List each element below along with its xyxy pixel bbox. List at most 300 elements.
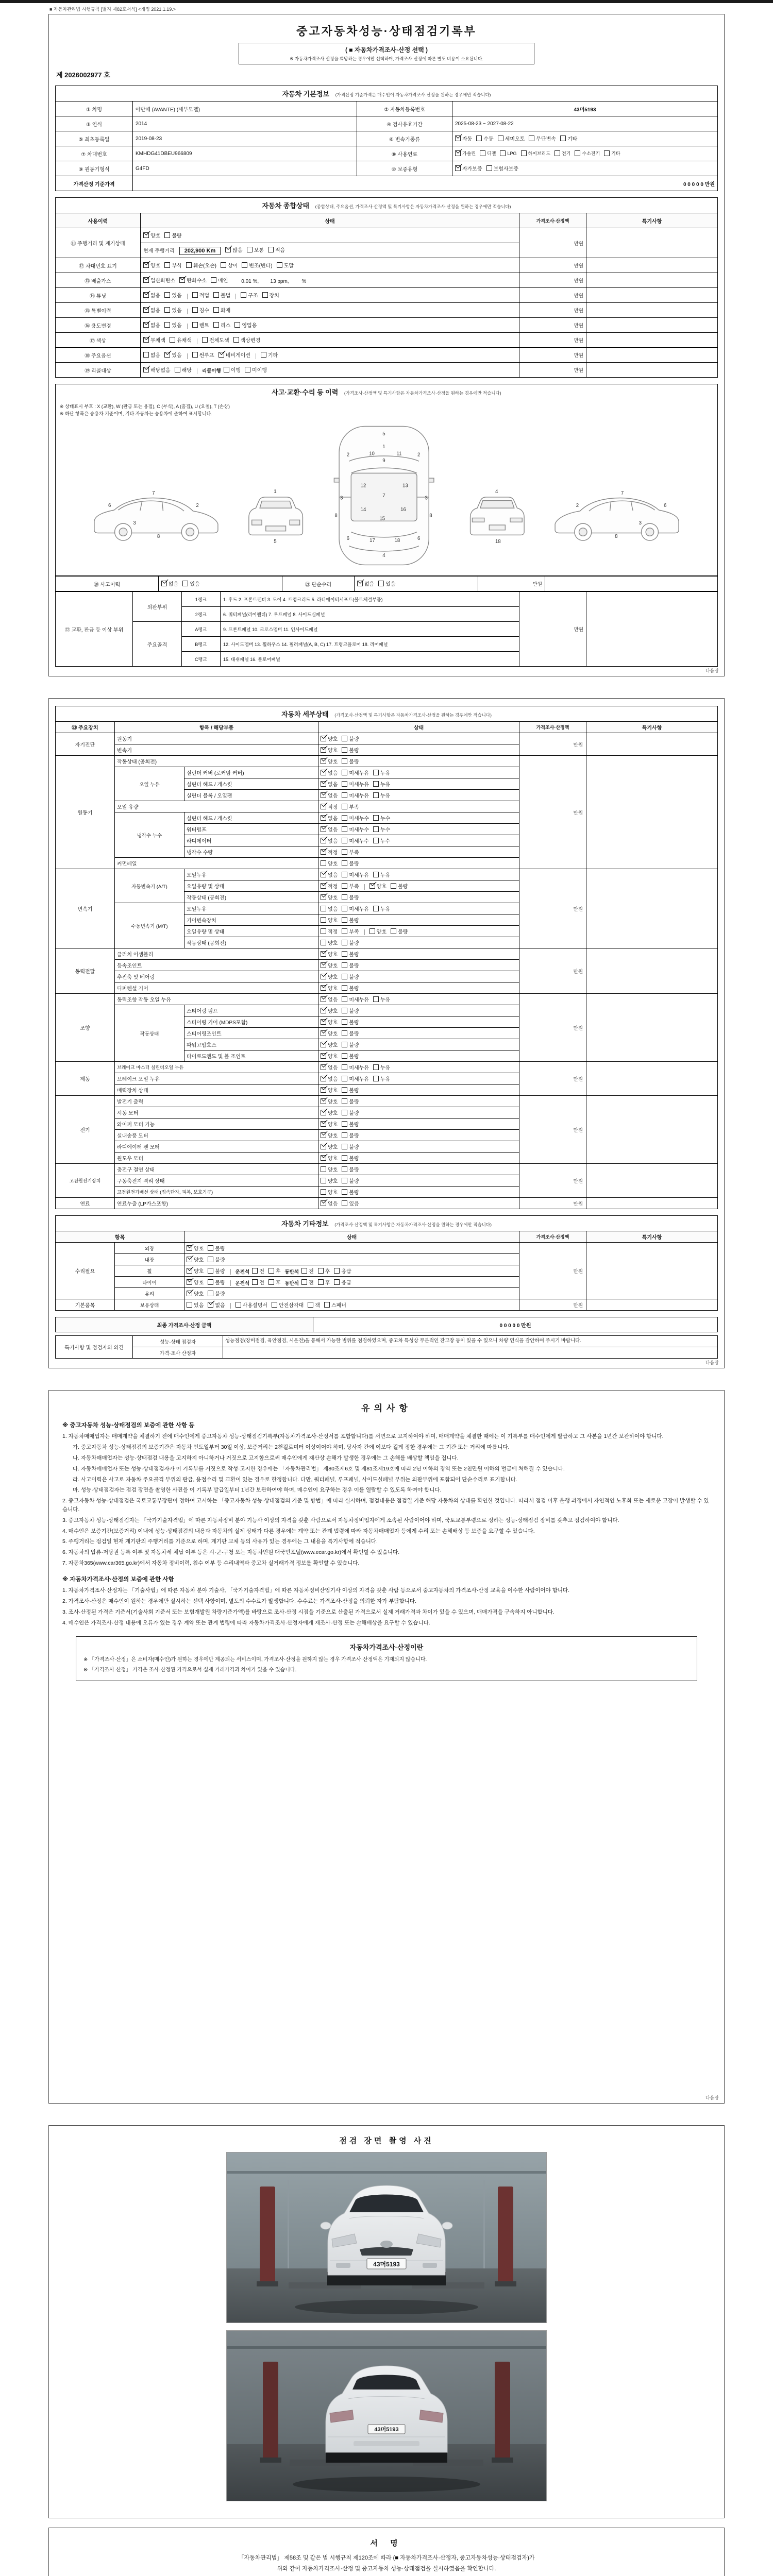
unchecked-box-icon[interactable]	[342, 1178, 347, 1183]
checkbox-누유[interactable]	[373, 871, 390, 878]
unchecked-box-icon[interactable]	[378, 581, 384, 586]
unchecked-box-icon[interactable]	[480, 150, 485, 156]
unchecked-box-icon[interactable]	[342, 1121, 347, 1127]
unchecked-box-icon[interactable]	[192, 322, 198, 328]
unchecked-box-icon[interactable]	[342, 872, 347, 877]
unchecked-box-icon[interactable]	[342, 1155, 347, 1161]
checked-box-icon[interactable]	[143, 292, 149, 298]
unchecked-box-icon[interactable]	[208, 1257, 213, 1262]
unchecked-box-icon[interactable]	[268, 1268, 274, 1274]
unchecked-box-icon[interactable]	[476, 135, 482, 141]
unchecked-box-icon[interactable]	[342, 917, 347, 923]
checkbox-썬루프[interactable]	[192, 351, 214, 359]
checkbox-미세누유[interactable]	[342, 769, 369, 776]
checkbox-응급[interactable]	[334, 1267, 351, 1275]
checked-box-icon[interactable]	[321, 872, 326, 877]
checkbox-불량[interactable]	[342, 1177, 359, 1184]
checkbox-적정[interactable]	[321, 848, 338, 856]
checked-box-icon[interactable]	[219, 352, 224, 358]
checkbox-양호[interactable]	[143, 231, 160, 239]
checked-box-icon[interactable]	[321, 1008, 326, 1013]
checkbox-없음[interactable]	[321, 995, 338, 1003]
checkbox-부족[interactable]	[342, 927, 359, 935]
checkbox-없음[interactable]	[357, 580, 374, 587]
checkbox-양호[interactable]	[321, 1029, 338, 1037]
unchecked-box-icon[interactable]	[164, 292, 170, 298]
checked-box-icon[interactable]	[321, 1053, 326, 1059]
unchecked-box-icon[interactable]	[342, 1008, 347, 1013]
checked-box-icon[interactable]	[143, 277, 149, 283]
price-survey-option-box[interactable]	[239, 43, 534, 64]
checkbox-양호[interactable]	[321, 1154, 338, 1162]
unchecked-box-icon[interactable]	[208, 1245, 213, 1251]
unchecked-box-icon[interactable]	[175, 367, 180, 372]
checkbox-누수[interactable]	[373, 837, 390, 844]
checkbox-누유[interactable]	[373, 905, 390, 912]
checkbox-무단변속[interactable]	[529, 134, 556, 142]
unchecked-box-icon[interactable]	[342, 826, 347, 832]
checkbox-훼손(오손)[interactable]	[186, 261, 216, 269]
checkbox-없음[interactable]	[143, 321, 160, 329]
checkbox-네비게이션[interactable]	[219, 351, 250, 359]
checkbox-불량[interactable]	[342, 757, 359, 765]
unchecked-box-icon[interactable]	[391, 928, 396, 934]
checked-box-icon[interactable]	[321, 758, 326, 764]
checkbox-없음[interactable]	[321, 1075, 338, 1082]
unchecked-box-icon[interactable]	[342, 792, 347, 798]
checked-box-icon[interactable]	[187, 1279, 192, 1285]
checked-box-icon[interactable]	[321, 781, 326, 787]
checkbox-불량[interactable]	[391, 882, 408, 890]
checkbox-없음[interactable]	[321, 814, 338, 822]
checkbox-불량[interactable]	[208, 1278, 225, 1286]
unchecked-box-icon[interactable]	[342, 860, 347, 866]
checkbox-수동[interactable]	[476, 134, 493, 142]
checkbox-있음[interactable]	[164, 291, 181, 299]
checkbox-상이[interactable]	[221, 261, 238, 269]
unchecked-box-icon[interactable]	[213, 292, 219, 298]
checked-box-icon[interactable]	[321, 826, 326, 832]
checked-box-icon[interactable]	[161, 581, 167, 586]
unchecked-box-icon[interactable]	[373, 815, 379, 821]
unchecked-box-icon[interactable]	[208, 1291, 213, 1296]
unchecked-box-icon[interactable]	[342, 804, 347, 809]
checked-box-icon[interactable]	[369, 883, 375, 889]
checkbox-불량[interactable]	[208, 1244, 225, 1252]
checkbox-양호[interactable]	[187, 1267, 204, 1275]
unchecked-box-icon[interactable]	[342, 1098, 347, 1104]
unchecked-box-icon[interactable]	[262, 292, 268, 298]
checkbox-있음[interactable]	[378, 580, 395, 587]
checkbox-불량[interactable]	[342, 1086, 359, 1094]
checkbox-누유[interactable]	[373, 995, 390, 1003]
checkbox-해당없음[interactable]	[143, 366, 171, 374]
unchecked-box-icon[interactable]	[521, 150, 527, 156]
checkbox-없음[interactable]	[208, 1301, 225, 1309]
unchecked-box-icon[interactable]	[236, 1302, 241, 1308]
checkbox-디젤[interactable]	[480, 150, 496, 157]
unchecked-box-icon[interactable]	[192, 292, 198, 298]
checkbox-양호[interactable]	[187, 1244, 204, 1252]
checkbox-해당[interactable]	[175, 366, 192, 374]
checked-box-icon[interactable]	[321, 1064, 326, 1070]
checked-box-icon[interactable]	[321, 770, 326, 775]
unchecked-box-icon[interactable]	[164, 322, 170, 328]
checkbox-불량[interactable]	[208, 1256, 225, 1263]
unchecked-box-icon[interactable]	[321, 1189, 326, 1195]
checked-box-icon[interactable]	[321, 974, 326, 979]
checkbox-불량[interactable]	[342, 1188, 359, 1196]
checkbox-불량[interactable]	[342, 1131, 359, 1139]
checked-box-icon[interactable]	[321, 894, 326, 900]
checkbox-양호[interactable]	[321, 746, 338, 754]
unchecked-box-icon[interactable]	[301, 1279, 307, 1285]
checkbox-불량[interactable]	[342, 1143, 359, 1150]
checkbox-양호[interactable]	[321, 1041, 338, 1048]
checked-box-icon[interactable]	[187, 1257, 192, 1262]
checkbox-불량[interactable]	[164, 231, 181, 239]
unchecked-box-icon[interactable]	[529, 135, 534, 141]
checkbox-매연[interactable]	[211, 276, 228, 284]
checkbox-불량[interactable]	[342, 1097, 359, 1105]
checkbox-없음[interactable]	[143, 306, 160, 314]
unchecked-box-icon[interactable]	[301, 1268, 307, 1274]
checkbox-화재[interactable]	[213, 306, 230, 314]
unchecked-box-icon[interactable]	[342, 985, 347, 991]
unchecked-box-icon[interactable]	[342, 747, 347, 753]
checked-box-icon[interactable]	[321, 736, 326, 741]
checkbox-가솔린[interactable]	[455, 150, 476, 157]
checkbox-양호[interactable]	[321, 1131, 338, 1139]
checked-box-icon[interactable]	[455, 165, 461, 171]
checkbox-양호[interactable]	[187, 1256, 204, 1263]
checkbox-양호[interactable]	[321, 1007, 338, 1014]
unchecked-box-icon[interactable]	[342, 1166, 347, 1172]
checkbox-미세누유[interactable]	[342, 995, 369, 1003]
unchecked-box-icon[interactable]	[202, 337, 208, 343]
checkbox-자가보증[interactable]	[455, 164, 482, 172]
unchecked-box-icon[interactable]	[182, 581, 188, 586]
checkbox-불량[interactable]	[342, 1120, 359, 1128]
checkbox-이행[interactable]	[224, 366, 241, 374]
checkbox-부식[interactable]	[164, 261, 181, 269]
unchecked-box-icon[interactable]	[342, 962, 347, 968]
checkbox-기타[interactable]	[560, 134, 577, 142]
checkbox-양호[interactable]	[321, 950, 338, 958]
unchecked-box-icon[interactable]	[342, 928, 347, 934]
unchecked-box-icon[interactable]	[321, 906, 326, 911]
unchecked-box-icon[interactable]	[373, 872, 379, 877]
checkbox-전기[interactable]	[554, 150, 570, 157]
checkbox-불량[interactable]	[342, 893, 359, 901]
checkbox-불량[interactable]	[342, 1165, 359, 1173]
checked-box-icon[interactable]	[321, 1098, 326, 1104]
unchecked-box-icon[interactable]	[342, 1030, 347, 1036]
unchecked-box-icon[interactable]	[164, 232, 170, 238]
checkbox-미이행[interactable]	[245, 366, 267, 374]
checked-box-icon[interactable]	[321, 1087, 326, 1093]
checkbox-불량[interactable]	[342, 916, 359, 924]
checkbox-양호[interactable]	[143, 261, 160, 269]
unchecked-box-icon[interactable]	[391, 883, 396, 889]
unchecked-box-icon[interactable]	[164, 262, 170, 268]
checkbox-미세누유[interactable]	[342, 791, 369, 799]
checkbox-양호[interactable]	[187, 1290, 204, 1297]
unchecked-box-icon[interactable]	[554, 150, 560, 156]
checked-box-icon[interactable]	[321, 838, 326, 843]
checkbox-많음[interactable]	[225, 246, 242, 253]
checkbox-미세누유[interactable]	[342, 905, 369, 912]
checkbox-양호[interactable]	[321, 1086, 338, 1094]
unchecked-box-icon[interactable]	[334, 1268, 340, 1274]
checked-box-icon[interactable]	[321, 1132, 326, 1138]
checkbox-도말[interactable]	[277, 261, 294, 269]
checkbox-누수[interactable]	[373, 825, 390, 833]
unchecked-box-icon[interactable]	[342, 996, 347, 1002]
checkbox-불량[interactable]	[208, 1290, 225, 1297]
unchecked-box-icon[interactable]	[234, 322, 240, 328]
checkbox-양호[interactable]	[321, 1109, 338, 1116]
checked-box-icon[interactable]	[143, 307, 149, 313]
unchecked-box-icon[interactable]	[342, 1110, 347, 1115]
checkbox-양호[interactable]	[321, 735, 338, 742]
checkbox-후[interactable]	[318, 1267, 330, 1275]
unchecked-box-icon[interactable]	[224, 367, 229, 372]
checkbox-불량[interactable]	[342, 1052, 359, 1060]
unchecked-box-icon[interactable]	[369, 928, 375, 934]
checkbox-후[interactable]	[268, 1267, 281, 1275]
checkbox-전[interactable]	[252, 1278, 264, 1286]
checkbox-있음[interactable]	[182, 580, 199, 587]
unchecked-box-icon[interactable]	[272, 1302, 277, 1308]
checked-box-icon[interactable]	[143, 322, 149, 328]
unchecked-box-icon[interactable]	[242, 262, 247, 268]
checkbox-미세누유[interactable]	[342, 1063, 369, 1071]
checkbox-없음[interactable]	[143, 291, 160, 299]
checked-box-icon[interactable]	[321, 951, 326, 957]
checkbox-양호[interactable]	[321, 1052, 338, 1060]
checked-box-icon[interactable]	[143, 367, 149, 372]
checkbox-있음[interactable]	[164, 321, 181, 329]
checkbox-없음[interactable]	[321, 825, 338, 833]
checkbox-전[interactable]	[301, 1278, 314, 1286]
checkbox-전[interactable]	[252, 1267, 264, 1275]
checkbox-일산화탄소[interactable]	[143, 276, 175, 284]
checked-box-icon[interactable]	[187, 1268, 192, 1274]
checkbox-없음[interactable]	[321, 1063, 338, 1071]
unchecked-box-icon[interactable]	[342, 849, 347, 855]
checkbox-미세누유[interactable]	[342, 780, 369, 788]
unchecked-box-icon[interactable]	[192, 352, 198, 358]
unchecked-box-icon[interactable]	[560, 135, 566, 141]
checkbox-없음[interactable]	[321, 905, 338, 912]
checked-box-icon[interactable]	[164, 352, 170, 358]
checkbox-누유[interactable]	[373, 1075, 390, 1082]
unchecked-box-icon[interactable]	[342, 940, 347, 945]
unchecked-box-icon[interactable]	[342, 1189, 347, 1195]
checkbox-누수[interactable]	[373, 814, 390, 822]
checkbox-양호[interactable]	[321, 1177, 338, 1184]
price-survey-option-label[interactable]: ( ■ 자동차가격조사·산정 선택 )	[345, 46, 428, 54]
checkbox-영업용[interactable]	[234, 321, 257, 329]
checkbox-없음[interactable]	[321, 780, 338, 788]
checkbox-장치[interactable]	[262, 291, 279, 299]
checkbox-부족[interactable]	[342, 848, 359, 856]
checked-box-icon[interactable]	[143, 337, 149, 343]
checkbox-양호[interactable]	[321, 1165, 338, 1173]
checkbox-불량[interactable]	[342, 961, 359, 969]
checkbox-미세누수[interactable]	[342, 825, 369, 833]
unchecked-box-icon[interactable]	[373, 1076, 379, 1081]
unchecked-box-icon[interactable]	[342, 1087, 347, 1093]
unchecked-box-icon[interactable]	[213, 307, 219, 313]
checkbox-불량[interactable]	[342, 1154, 359, 1162]
unchecked-box-icon[interactable]	[241, 292, 246, 298]
checkbox-후[interactable]	[268, 1278, 281, 1286]
checked-box-icon[interactable]	[187, 1245, 192, 1251]
unchecked-box-icon[interactable]	[247, 247, 253, 252]
unchecked-box-icon[interactable]	[342, 1053, 347, 1059]
unchecked-box-icon[interactable]	[342, 1200, 347, 1206]
checkbox-기타[interactable]	[604, 150, 620, 157]
unchecked-box-icon[interactable]	[342, 1019, 347, 1025]
checkbox-불량[interactable]	[342, 1029, 359, 1037]
unchecked-box-icon[interactable]	[342, 770, 347, 775]
unchecked-box-icon[interactable]	[334, 1279, 340, 1285]
checkbox-불량[interactable]	[342, 1018, 359, 1026]
unchecked-box-icon[interactable]	[342, 838, 347, 843]
checkbox-양호[interactable]	[321, 1120, 338, 1128]
checkbox-양호[interactable]	[369, 882, 386, 890]
unchecked-box-icon[interactable]	[170, 337, 175, 343]
checked-box-icon[interactable]	[321, 1200, 326, 1206]
unchecked-box-icon[interactable]	[498, 135, 503, 141]
checkbox-사용설명서[interactable]	[236, 1301, 267, 1309]
checkbox-양호[interactable]	[321, 757, 338, 765]
checked-box-icon[interactable]	[321, 1042, 326, 1047]
unchecked-box-icon[interactable]	[342, 1076, 347, 1081]
checkbox-세미오토[interactable]	[498, 134, 525, 142]
checked-box-icon[interactable]	[143, 232, 149, 238]
unchecked-box-icon[interactable]	[604, 150, 610, 156]
checkbox-보통[interactable]	[247, 246, 264, 253]
checkbox-렌트[interactable]	[192, 321, 209, 329]
checkbox-불량[interactable]	[208, 1267, 225, 1275]
checkbox-불량[interactable]	[342, 973, 359, 980]
checkbox-유채색[interactable]	[170, 336, 192, 344]
checkbox-불량[interactable]	[342, 984, 359, 992]
checked-box-icon[interactable]	[321, 804, 326, 809]
checkbox-탄화수소[interactable]	[179, 276, 207, 284]
unchecked-box-icon[interactable]	[268, 247, 274, 252]
checkbox-적정[interactable]	[321, 803, 338, 810]
unchecked-box-icon[interactable]	[321, 1178, 326, 1183]
checkbox-양호[interactable]	[321, 939, 338, 946]
checked-box-icon[interactable]	[321, 1121, 326, 1127]
checked-box-icon[interactable]	[321, 1144, 326, 1149]
checkbox-하이브리드[interactable]	[521, 150, 550, 157]
unchecked-box-icon[interactable]	[252, 1268, 258, 1274]
unchecked-box-icon[interactable]	[342, 951, 347, 957]
checked-box-icon[interactable]	[321, 849, 326, 855]
unchecked-box-icon[interactable]	[211, 277, 216, 283]
checked-box-icon[interactable]	[143, 262, 149, 268]
unchecked-box-icon[interactable]	[373, 838, 379, 843]
checkbox-누유[interactable]	[373, 1063, 390, 1071]
checkbox-양호[interactable]	[321, 1018, 338, 1026]
checked-box-icon[interactable]	[321, 1110, 326, 1115]
unchecked-box-icon[interactable]	[186, 262, 192, 268]
unchecked-box-icon[interactable]	[342, 736, 347, 741]
unchecked-box-icon[interactable]	[342, 1144, 347, 1149]
checkbox-불량[interactable]	[391, 927, 408, 935]
unchecked-box-icon[interactable]	[277, 262, 282, 268]
checkbox-없음[interactable]	[321, 871, 338, 878]
checked-box-icon[interactable]	[321, 747, 326, 753]
checked-box-icon[interactable]	[357, 581, 363, 586]
unchecked-box-icon[interactable]	[164, 307, 170, 313]
checkbox-부족[interactable]	[342, 882, 359, 890]
checkbox-불량[interactable]	[342, 746, 359, 754]
checkbox-미세누수[interactable]	[342, 814, 369, 822]
checkbox-잭[interactable]	[308, 1301, 320, 1309]
checked-box-icon[interactable]	[321, 1030, 326, 1036]
checkbox-색상변경[interactable]	[233, 336, 261, 344]
unchecked-box-icon[interactable]	[373, 906, 379, 911]
checked-box-icon[interactable]	[321, 883, 326, 889]
checkbox-있음[interactable]	[342, 1199, 359, 1207]
unchecked-box-icon[interactable]	[342, 974, 347, 979]
checkbox-침수[interactable]	[192, 306, 209, 314]
checkbox-있음[interactable]	[187, 1301, 204, 1309]
unchecked-box-icon[interactable]	[321, 860, 326, 866]
unchecked-box-icon[interactable]	[373, 1064, 379, 1070]
checkbox-기타[interactable]	[261, 351, 278, 359]
checkbox-있음[interactable]	[164, 306, 181, 314]
checkbox-누유[interactable]	[373, 780, 390, 788]
checkbox-양호[interactable]	[321, 1097, 338, 1105]
unchecked-box-icon[interactable]	[321, 917, 326, 923]
checkbox-불량[interactable]	[342, 939, 359, 946]
checked-box-icon[interactable]	[321, 815, 326, 821]
checkbox-미세누유[interactable]	[342, 1075, 369, 1082]
unchecked-box-icon[interactable]	[208, 1268, 213, 1274]
checkbox-자동[interactable]	[455, 134, 472, 142]
checked-box-icon[interactable]	[187, 1291, 192, 1296]
checkbox-양호[interactable]	[187, 1278, 204, 1286]
checkbox-미세누수[interactable]	[342, 837, 369, 844]
checkbox-불량[interactable]	[342, 1041, 359, 1048]
checkbox-없음[interactable]	[321, 791, 338, 799]
unchecked-box-icon[interactable]	[575, 150, 580, 156]
checkbox-스패너[interactable]	[324, 1301, 346, 1309]
checked-box-icon[interactable]	[321, 1155, 326, 1161]
checkbox-누유[interactable]	[373, 791, 390, 799]
checkbox-양호[interactable]	[369, 927, 386, 935]
checkbox-수소전기[interactable]	[575, 150, 600, 157]
checkbox-양호[interactable]	[321, 859, 338, 867]
checkbox-있음[interactable]	[164, 351, 181, 359]
checked-box-icon[interactable]	[208, 1302, 213, 1308]
unchecked-box-icon[interactable]	[342, 906, 347, 911]
checkbox-LPG[interactable]	[500, 150, 516, 156]
unchecked-box-icon[interactable]	[373, 826, 379, 832]
checkbox-부족[interactable]	[342, 803, 359, 810]
checkbox-양호[interactable]	[321, 1188, 338, 1196]
checkbox-불량[interactable]	[342, 735, 359, 742]
unchecked-box-icon[interactable]	[342, 883, 347, 889]
unchecked-box-icon[interactable]	[321, 928, 326, 934]
